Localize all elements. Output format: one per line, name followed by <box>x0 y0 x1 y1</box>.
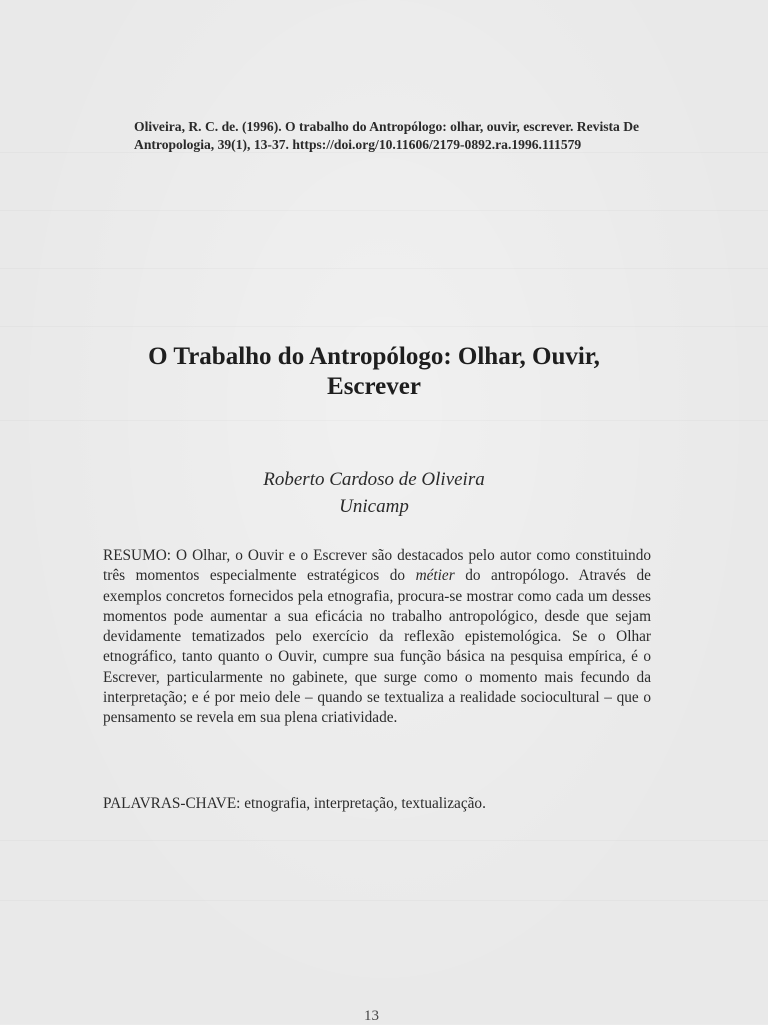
article-title <box>90 342 658 402</box>
show-through-line <box>0 900 768 901</box>
author-name: Roberto Cardoso de Oliveira <box>263 469 485 490</box>
abstract-text-start: RESUMO: O Olhar, o Ouvir e o Escrever são destacados pelo autor como constituindo três momentos especialmente estratégicos do <box>103 547 651 585</box>
article-title-line-1: O Trabalho do Antropólogo: Olhar, Ouvir, <box>148 343 600 370</box>
show-through-line <box>0 840 768 841</box>
author-block <box>90 466 658 520</box>
citation-line-1: Oliveira, R. C. de. (1996). O trabalho do Antropólogo: olhar, ouvir, escrever. Revista De <box>134 119 640 134</box>
abstract-paragraph <box>103 546 651 729</box>
article-title-line-2: Escrever <box>327 373 421 400</box>
show-through-line <box>0 210 768 211</box>
abstract-italic-term: métier <box>415 567 455 585</box>
citation <box>134 118 714 154</box>
abstract <box>103 546 651 729</box>
keywords: PALAVRAS-CHAVE: etnografia, interpretação, textualização. <box>103 795 486 812</box>
show-through-line <box>0 420 768 421</box>
author-affiliation: Unicamp <box>339 496 409 517</box>
abstract-text-end: do antropólogo. Através de exemplos concretos fornecidos pela etnografia, procura-se mostrar como cada um desses momentos pode aumentar a sua eficácia no trabalho antropológico, desde que sejam devidamente tematizados pelo exercício da reflexão epistemológica. Se o Olhar etnográfico, tanto quanto o Ouvir, cumpre sua função básica na pesquisa empírica, é o Escrever, particularmente no gabinete, que surge como o momento mais fecundo da interpretação; e é por meio dele – quando se textualiza a realidade sociocultural – que o pensamento se revela em sua plena criatividade. <box>103 567 651 727</box>
page-number: 13 <box>364 1008 379 1024</box>
citation-line-2: Antropologia, 39(1), 13-37. https://doi.org/10.11606/2179-0892.ra.1996.111579 <box>134 137 582 152</box>
show-through-line <box>0 268 768 269</box>
show-through-line <box>0 326 768 327</box>
